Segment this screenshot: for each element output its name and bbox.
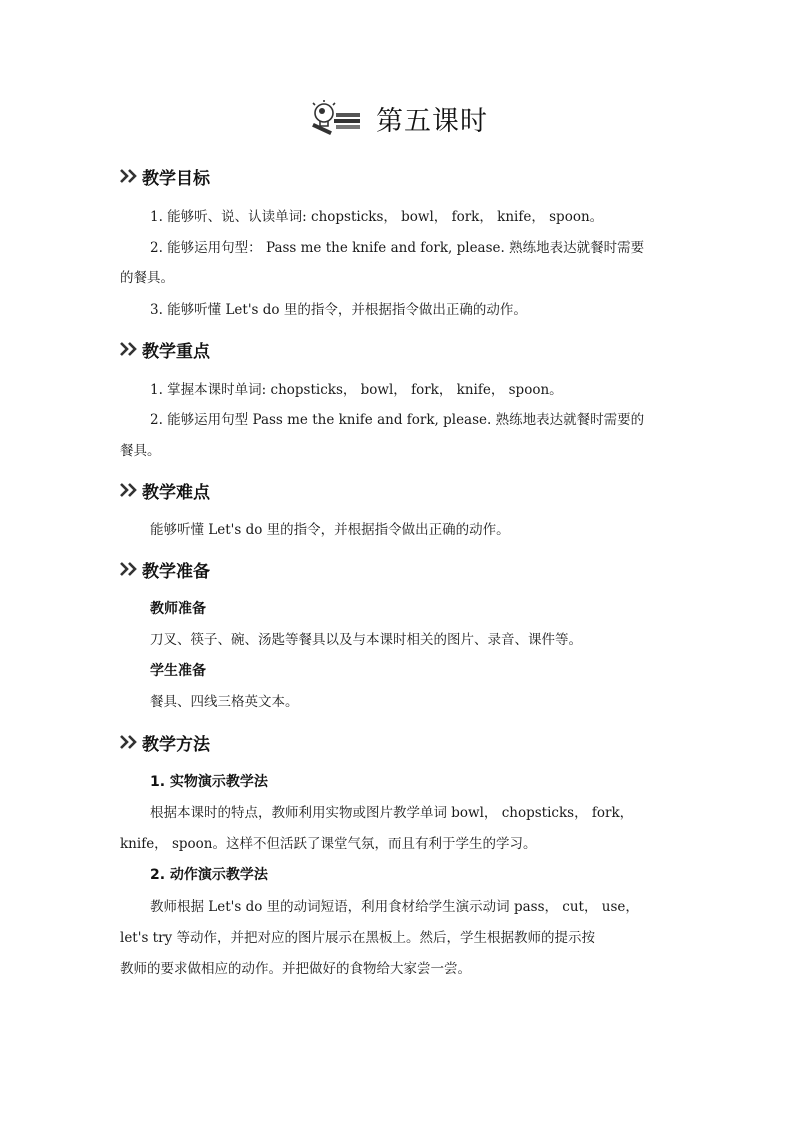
title-block [0, 96, 794, 140]
double-chevron-icon [120, 735, 140, 749]
section-difficulties-heading [120, 477, 210, 503]
key-point-item-1: 1. 掌握本课时单词: chopsticks， bowl， fork， knife， spoon。 [150, 382, 563, 398]
section-preparation-heading [120, 556, 210, 582]
method-2-line-1: 教师根据 Let's do 里的动词短语，利用食材给学生演示动词 pass， cut， use， [150, 899, 639, 915]
double-chevron-icon [120, 483, 140, 497]
page-title: 第五课时 [376, 105, 488, 137]
goal-item-3: 3. 能够听懂 Let's do 里的指令，并根据指令做出正确的动作。 [150, 302, 527, 318]
section-title: 教学准备 [142, 561, 210, 582]
section-key-points-heading [120, 336, 210, 362]
section-title: 教学重点 [142, 341, 210, 362]
key-point-item-2-cont: 餐具。 [120, 443, 161, 459]
student-prep-text: 餐具、四线三格英文本。 [150, 694, 299, 710]
teacher-prep-label: 教师准备 [150, 601, 206, 617]
method-1-line-2: knife， spoon。这样不但活跃了课堂气氛，而且有利于学生的学习。 [120, 836, 537, 852]
section-title: 教学方法 [142, 734, 210, 755]
section-methods-heading [120, 729, 210, 755]
double-chevron-icon [120, 342, 140, 356]
method-1-line-1: 根据本课时的特点，教师利用实物或图片教学单词 bowl， chopsticks， fork， [150, 805, 634, 821]
goal-item-2: 2. 能够运用句型： Pass me the knife and fork, please. 熟练地表达就餐时需要 [150, 240, 645, 256]
section-title: 教学难点 [142, 482, 210, 503]
goal-item-2-cont: 的餐具。 [120, 270, 174, 286]
method-1-label: 1. 实物演示教学法 [150, 774, 268, 790]
section-goals-heading [120, 163, 210, 189]
student-prep-label: 学生准备 [150, 663, 206, 679]
double-chevron-icon [120, 562, 140, 576]
lightbulb-books-icon [306, 99, 364, 137]
key-point-item-2: 2. 能够运用句型 Pass me the knife and fork, please. 熟练地表达就餐时需要的 [150, 412, 645, 428]
section-title: 教学目标 [142, 168, 210, 189]
method-2-label: 2. 动作演示教学法 [150, 867, 268, 883]
teacher-prep-text: 刀叉、筷子、碗、汤匙等餐具以及与本课时相关的图片、录音、课件等。 [150, 632, 582, 648]
goal-item-1: 1. 能够听、说、认读单词: chopsticks， bowl， fork， knife， spoon。 [150, 209, 604, 225]
method-2-line-2: let's try 等动作，并把对应的图片展示在黑板上。然后，学生根据教师的提示按 [120, 930, 595, 946]
double-chevron-icon [120, 169, 140, 183]
difficulty-item-1: 能够听懂 Let's do 里的指令，并根据指令做出正确的动作。 [150, 522, 510, 538]
method-2-line-3: 教师的要求做相应的动作。并把做好的食物给大家尝一尝。 [120, 961, 471, 977]
